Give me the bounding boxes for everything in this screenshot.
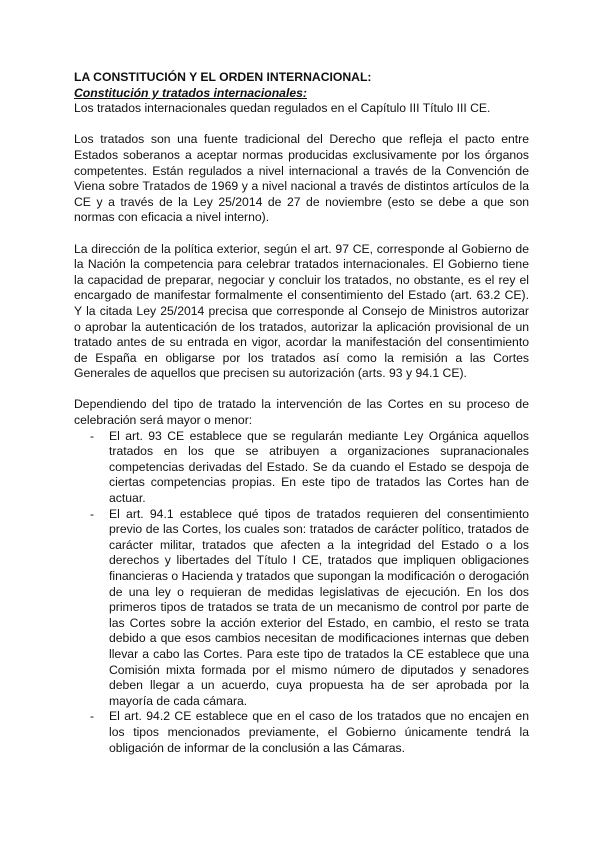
paragraph-politica-exterior: La dirección de la política exterior, según el art. 97 CE, corresponde al Gobierno de la Nación la competencia para celebrar tratados internacionales. El Gobierno tiene la capacidad de preparar, negociar y concluir los tratados, no obstante, es el rey el encargado de manifestar formalmente el consentimiento del Estado (art. 63.2 CE). Y la citada Ley 25/2014 precisa que corresponde al Consejo de Ministros autorizar o aprobar la autenticación de los tratados, autorizar la aplicación provisional de un tratado antes de su entrada en vigor, acordar la manifestación del consentimiento de España en obligarse por los tratados así como la remisión a las Cortes Generales de aquellos que precisen su autorización (arts. 93 y 94.1 CE). [74, 241, 529, 381]
document-title: LA CONSTITUCIÓN Y EL ORDEN INTERNACIONAL: [74, 70, 372, 84]
list-item-text: El art. 94.2 CE establece que en el caso de los tratados que no encajen en los tipos mencionados previamente, el Gobierno únicamente tendrá la obligación de informar de la conclusión a las Cámaras. [109, 709, 529, 755]
dash-bullet: - [90, 709, 95, 724]
section-subtitle: Constitución y tratados internacionales: [74, 85, 307, 100]
list-item-text: El art. 93 CE establece que se regularán mediante Ley Orgánica aquellos tratados en los que se atribuyen a organizaciones supranacionales competencias derivadas del Estado. Se da cuando el Estado se despoja de ciertas competencias propias. En este tipo de tratados las Cortes han de actuar. [109, 428, 529, 506]
document-page [74, 70, 529, 756]
list-item-text: El art. 94.1 establece qué tipos de tratados requieren del consentimiento previo de las Cortes, los cuales son: tratados de carácter político, tratados de carácter militar, tratados que afecten a la integridad del Estado o a los derechos y libertades del Título I CE, tratados que impliquen obligaciones financieras o Hacienda y tratados que supongan la modificación o derogación de una ley o requieran de medidas legislativas de ejecución. En los dos primeros tipos de tratados se trata de un mecanismo de control por parte de las Cortes sobre la acción exterior del Estado, en cambio, el resto se trata debido a que esos cambios necesitan de modificaciones internas que deben llevar a cabo las Cortes. Para este tipo de tratados la CE establece que una Comisión mixta formada por el mismo número de diputados y senadores deben llegar a un acuerdo, cuya propuesta ha de ser aprobada por la mayoría de cada cámara. [109, 506, 529, 708]
dash-bullet: - [90, 506, 95, 521]
list-item [74, 709, 529, 756]
list-item [74, 429, 529, 507]
intro-paragraph: Los tratados internacionales quedan regulados en el Capítulo III Título III CE. [74, 101, 491, 116]
tratados-list [74, 429, 529, 756]
list-item [74, 507, 529, 710]
paragraph-intervencion-cortes: Dependiendo del tipo de tratado la intervención de las Cortes en su proceso de celebración será mayor o menor: [74, 397, 529, 428]
dash-bullet: - [90, 428, 95, 443]
paragraph-tratados: Los tratados son una fuente tradicional del Derecho que refleja el pacto entre Estados soberanos a aceptar normas producidas exclusivamente por los órganos competentes. Están regulados a nivel internacional a través de la Convención de Viena sobre Tratados de 1969 y a nivel nacional a través de distintos artículos de la CE y a través de la Ley 25/2014 de 27 de noviembre (esto se debe a que son normas con eficacia a nivel interno). [74, 132, 529, 225]
